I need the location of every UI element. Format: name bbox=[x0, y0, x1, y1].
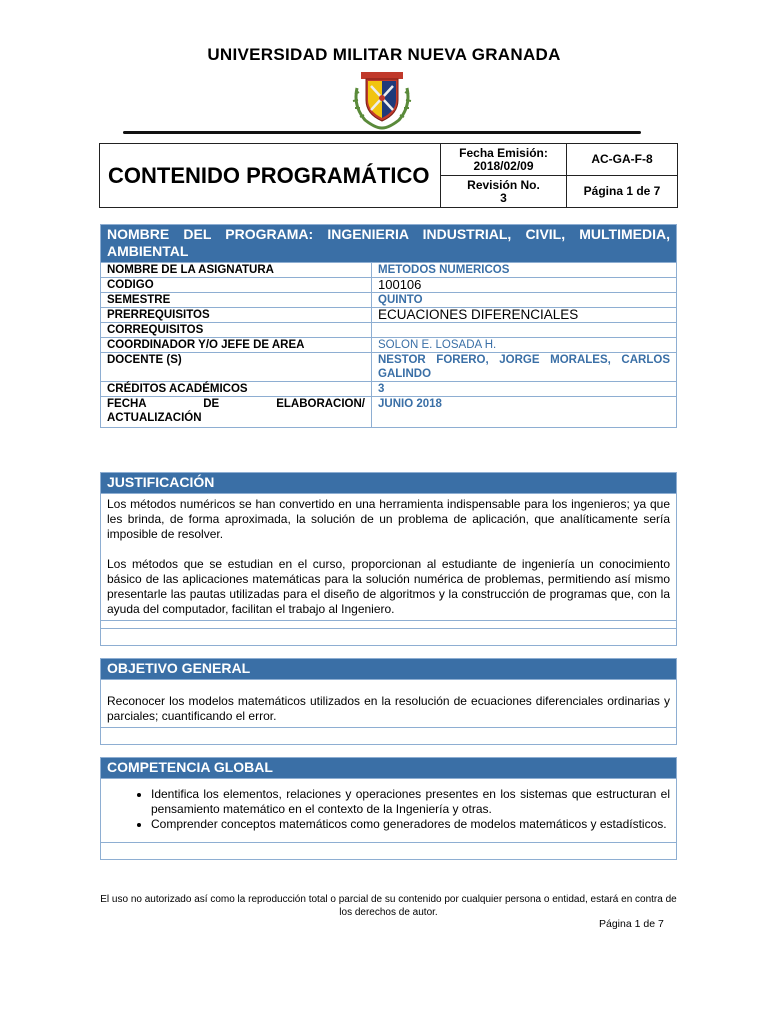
fecha-emision-label: Fecha Emisión: bbox=[459, 145, 548, 160]
competencia-body bbox=[101, 778, 676, 842]
row-value: SOLON E. LOSADA H. bbox=[372, 338, 677, 353]
table-row bbox=[101, 397, 676, 428]
document-code: AC-GA-F-8 bbox=[567, 144, 678, 176]
header-page-number: Página 1 de 7 bbox=[567, 176, 678, 208]
row-value: ECUACIONES DIFERENCIALES bbox=[372, 308, 677, 323]
university-name: UNIVERSIDAD MILITAR NUEVA GRANADA bbox=[207, 45, 561, 64]
row-key: DOCENTE (S) bbox=[101, 353, 372, 382]
table-row bbox=[101, 353, 676, 382]
revision-label: Revisión No. bbox=[467, 177, 540, 192]
table-row bbox=[101, 382, 676, 397]
table-row bbox=[101, 338, 676, 353]
row-value: 3 bbox=[372, 382, 677, 397]
row-value: QUINTO bbox=[372, 293, 677, 308]
justificacion-heading: JUSTIFICACIÓN bbox=[101, 473, 676, 493]
objetivo-heading: OBJETIVO GENERAL bbox=[101, 659, 676, 679]
objetivo-body: Reconocer los modelos matemáticos utilizados en la resolución de ecuaciones diferenciales ordinarias y parciales; cuantificando el error. bbox=[101, 679, 676, 727]
row-key: PRERREQUISITOS bbox=[101, 308, 372, 323]
revision-cell bbox=[441, 176, 567, 208]
row-key: NOMBRE DE LA ASIGNATURA bbox=[101, 263, 372, 278]
row-key bbox=[101, 397, 372, 428]
justificacion-paragraph: Los métodos que se estudian en el curso, proporcionan al estudiante de ingeniería un conocimiento básico de las aplicaciones matemáticas para la solución numérica de problemas, permitiendo así mismo presentarle las pautas utilizadas para el diseño de algoritmos y la construcción de programas que, con la ayuda del computador, facilitan el trabajo al Ingeniero. bbox=[107, 557, 670, 616]
row-value: METODOS NUMERICOS bbox=[372, 263, 677, 278]
spacer-row bbox=[101, 842, 676, 859]
justificacion-body bbox=[101, 493, 676, 620]
row-value: NESTOR FORERO, JORGE MORALES, CARLOS GALINDO bbox=[372, 353, 677, 382]
row-value bbox=[372, 323, 677, 338]
table-row bbox=[101, 308, 676, 323]
justificacion-section bbox=[100, 472, 677, 646]
program-heading bbox=[101, 225, 676, 262]
list-item: • Identifica los elementos, relaciones y operaciones presentes en los sistemas que estructuran el pensamiento matemático en el contexto de la Ingeniería y otras. bbox=[151, 787, 670, 817]
competencia-section bbox=[100, 757, 677, 860]
program-info-table bbox=[101, 262, 676, 427]
copyright-note: El uso no autorizado así como la reproducción total o parcial de su contenido por cualquier persona o entidad, estará en contra de los derechos de autor. bbox=[100, 894, 677, 918]
table-row bbox=[101, 293, 676, 308]
university-crest-icon bbox=[349, 66, 415, 130]
program-heading-text: NOMBRE DEL PROGRAMA: INGENIERIA INDUSTRIAL, CIVIL, MULTIMEDIA, AMBIENTAL bbox=[107, 226, 670, 259]
row-key: SEMESTRE bbox=[101, 293, 372, 308]
table-row bbox=[101, 278, 676, 293]
row-key: COORDINADOR Y/O JEFE DE AREA bbox=[101, 338, 372, 353]
fecha-emision-cell bbox=[441, 144, 567, 176]
row-key: CRÉDITOS ACADÉMICOS bbox=[101, 382, 372, 397]
objetivo-section bbox=[100, 658, 677, 745]
row-key: CORREQUISITOS bbox=[101, 323, 372, 338]
document-title: CONTENIDO PROGRAMÁTICO bbox=[100, 144, 441, 208]
row-key-line1: FECHA DE ELABORACION/ bbox=[107, 398, 365, 410]
row-key-line2: ACTUALIZACIÓN bbox=[107, 412, 202, 424]
revision-value: 3 bbox=[500, 190, 507, 205]
list-item: • Comprender conceptos matemáticos como generadores de modelos matemáticos y estadísticos. bbox=[151, 817, 670, 832]
competencia-list bbox=[101, 779, 676, 842]
spacer-row bbox=[101, 628, 676, 645]
header-rule bbox=[123, 131, 641, 134]
justificacion-paragraph: Los métodos numéricos se han convertido en una herramienta indispensable para los ingenieros; ya que les brinda, de forma aproximada, la solución de un problema de aplicación, que analíticamente sería imposible de resolver. bbox=[107, 497, 670, 541]
row-key: CODIGO bbox=[101, 278, 372, 293]
program-section bbox=[100, 224, 677, 428]
row-value: JUNIO 2018 bbox=[372, 397, 677, 428]
footer-page-number: Página 1 de 7 bbox=[599, 918, 664, 930]
table-row bbox=[101, 323, 676, 338]
spacer-row bbox=[101, 727, 676, 744]
spacer-row bbox=[101, 620, 676, 628]
competencia-heading: COMPETENCIA GLOBAL bbox=[101, 758, 676, 778]
fecha-emision-value: 2018/02/09 bbox=[473, 158, 534, 173]
document-header-table bbox=[99, 143, 678, 208]
table-row bbox=[101, 263, 676, 278]
row-value: 100106 bbox=[372, 278, 677, 293]
